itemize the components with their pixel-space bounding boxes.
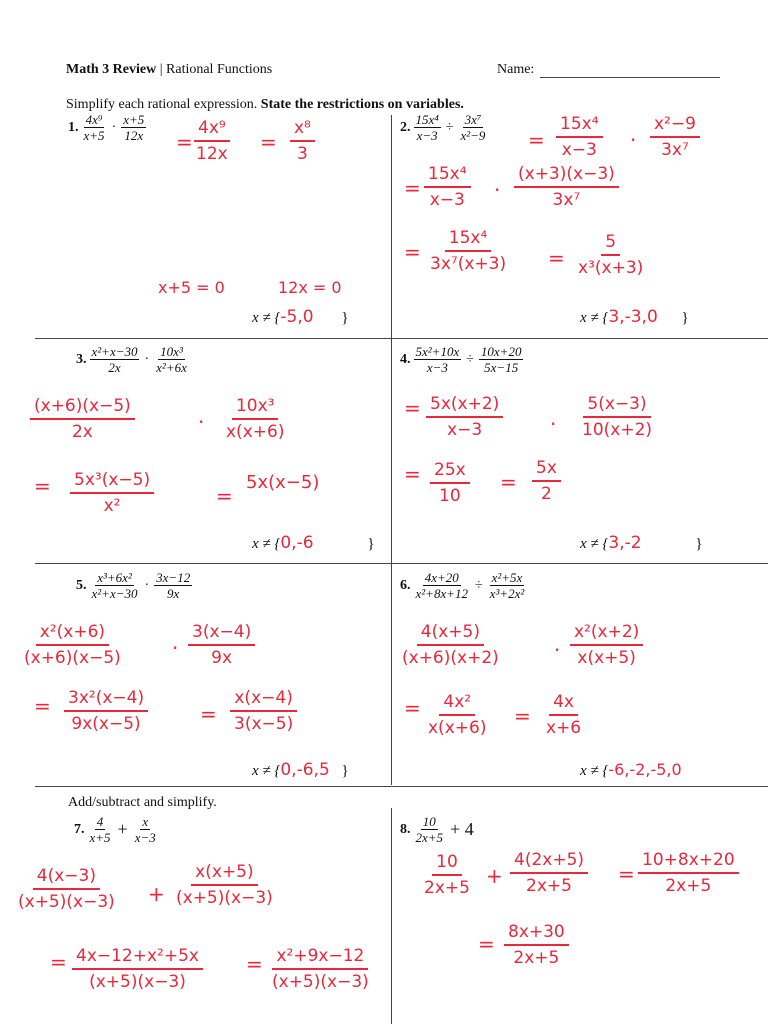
row-divider-3: [35, 786, 768, 787]
problem-7: 7. $\frac{4}{x+5}$ + $\frac{x}{x-3}$: [74, 814, 156, 845]
work-p8-frac-d: 8x+30 2x+5: [504, 922, 569, 968]
work-p4-frac-c: 25x 10: [430, 460, 470, 506]
work-p2-dot1: ·: [630, 128, 637, 152]
problem-6: 6. $\frac{4x+20}{\text{x²+8x+12}}$ ÷ $\frac{\text{x²+5x}}{\text{x³+2x²}}$: [400, 570, 525, 601]
work-p5-frac-d: x(x−4) 3(x−5): [230, 688, 297, 734]
fraction: $\frac{10x+20}{5x-15}$: [480, 344, 522, 375]
work-p7-frac-b: x(x+5) (x+5)(x−3): [176, 862, 273, 908]
work-p3-eq2: =: [216, 484, 233, 508]
work-p1-eq-a: x+5 = 0: [158, 278, 225, 297]
work-p3-eq1: =: [34, 474, 51, 498]
work-p2-eq1: =: [528, 128, 545, 152]
fraction: $\frac{4}{x+5}$: [89, 814, 111, 845]
work-p7-eq1: =: [50, 950, 67, 974]
instructions-add-subtract: Add/subtract and simplify.: [68, 795, 217, 810]
work-p6-eq1: =: [404, 696, 421, 720]
work-p7-eq2: =: [246, 952, 263, 976]
work-p5-eq2: =: [200, 702, 217, 726]
fraction: $\frac{\text{x²+x−30}}{2x}$: [91, 344, 138, 375]
fraction: $\frac{x+5}{12x}$: [123, 112, 145, 143]
problem-2: 2. $\frac{\text{15x⁴}}{x-3}$ ÷ $\frac{\text{3x⁷}}{\text{x²−9}}$: [400, 112, 486, 143]
fraction: $\frac{10}{2x+5}$: [415, 814, 444, 845]
work-p3-dot: ·: [198, 410, 205, 434]
work-p2-eq2: =: [404, 176, 421, 200]
restriction-2: x ≠ {3,-3,0 }: [580, 307, 689, 327]
restriction-6: x ≠ {-6,-2,-5,0: [580, 760, 682, 779]
work-p5-dot: ·: [172, 636, 179, 660]
work-p1-eq2: =: [260, 130, 277, 154]
work-p7-frac-d: x²+9x−12 (x+5)(x−3): [272, 946, 369, 992]
problem-8: 8. $\frac{10}{2x+5}$ + 4: [400, 814, 474, 845]
work-p5-eq1: =: [34, 694, 51, 718]
work-p2-frac-d: (x+3)(x−3) 3x⁷: [514, 164, 619, 210]
work-p2-eq4: =: [548, 246, 565, 270]
work-p7-frac-a: 4(x−3) (x+5)(x−3): [18, 866, 115, 912]
fraction: $\frac{4x+20}{\text{x²+8x+12}}$: [415, 570, 468, 601]
work-p2-frac-a: 15x⁴ x−3: [556, 114, 603, 160]
work-p8-frac-c: 10+8x+20 2x+5: [638, 850, 739, 896]
work-p3-frac-b: 10x³ x(x+6): [226, 396, 285, 442]
problem-1: 1. $\frac{\text{4x⁹}}{x+5}$ · $\frac{x+5}{12x}$: [68, 112, 145, 143]
work-p6-frac-d: 4x x+6: [546, 692, 582, 738]
work-p6-frac-c: 4x² x(x+6): [428, 692, 487, 738]
work-p1-eq-b: 12x = 0: [278, 278, 342, 297]
work-p2-frac-f: 5 x³(x+3): [578, 232, 644, 278]
work-p4-frac-b: 5(x−3) 10(x+2): [582, 394, 653, 440]
work-p4-dot: ·: [550, 412, 557, 436]
work-p5-frac-c: 3x²(x−4) 9x(x−5): [64, 688, 148, 734]
row-divider-2: [35, 563, 768, 564]
work-p8-plus: +: [486, 864, 503, 888]
work-p2-frac-c: 15x⁴ x−3: [424, 164, 471, 210]
work-p1-eq1: =: [176, 130, 193, 154]
work-p4-eq3: =: [500, 470, 517, 494]
problem-3: 3. $\frac{\text{x²+x−30}}{2x}$ · $\frac{\text{10x³}}{\text{x²+6x}}$: [76, 344, 187, 375]
fraction: $\frac{3x-12}{9x}$: [156, 570, 191, 601]
column-divider: [391, 115, 392, 785]
work-p4-eq1: =: [404, 396, 421, 420]
work-p7-plus: +: [148, 882, 165, 906]
row-divider-1: [35, 338, 768, 339]
problem-4: 4. $\frac{\text{5x²+10x}}{x-3}$ ÷ $\frac{10x+20}{5x-15}$: [400, 344, 522, 375]
fraction: $\frac{\text{3x⁷}}{\text{x²−9}}$: [460, 112, 486, 143]
column-divider-bottom: [391, 808, 392, 1024]
work-p2-frac-e: 15x⁴ 3x⁷(x+3): [430, 228, 507, 274]
work-p4-frac-a: 5x(x+2) x−3: [426, 394, 503, 440]
fraction: $\frac{\text{x²+5x}}{\text{x³+2x²}}$: [489, 570, 525, 601]
work-p2-eq3: =: [404, 240, 421, 264]
restriction-4: x ≠ {3,-2 }: [580, 533, 703, 553]
restriction-5: x ≠ {0,-6,5 }: [252, 760, 349, 780]
work-p4-eq2: =: [404, 462, 421, 486]
work-p8-eq2: =: [478, 932, 495, 956]
work-p2-frac-b: x²−9 3x⁷: [650, 114, 700, 160]
work-p3-frac-c: 5x³(x−5) x²: [70, 470, 154, 516]
fraction: $\frac{\text{x³+6x²}}{\text{x²+x−30}}$: [91, 570, 138, 601]
work-p7-frac-c: 4x−12+x²+5x (x+5)(x−3): [72, 946, 203, 992]
work-p5-frac-a: x²(x+6) (x+6)(x−5): [24, 622, 121, 668]
work-p2-dot2: ·: [494, 178, 501, 202]
work-p4-frac-d: 5x 2: [532, 458, 561, 504]
work-p8-eq1: =: [618, 862, 635, 886]
work-p6-dot: ·: [554, 638, 561, 662]
fraction: $\frac{\text{10x³}}{\text{x²+6x}}$: [156, 344, 187, 375]
fraction: $\frac{\text{4x⁹}}{x+5}$: [83, 112, 105, 143]
work-p6-frac-a: 4(x+5) (x+6)(x+2): [402, 622, 499, 668]
work-p1-frac-b: x⁸ 3: [290, 118, 315, 164]
fraction: $\frac{\text{5x²+10x}}{x-3}$: [415, 344, 460, 375]
restriction-3: x ≠ {0,-6 }: [252, 533, 375, 553]
work-p8-frac-b: 4(2x+5) 2x+5: [510, 850, 588, 896]
fraction: $\frac{\text{15x⁴}}{x-3}$: [415, 112, 439, 143]
work-p6-eq2: =: [514, 704, 531, 728]
work-p5-frac-b: 3(x−4) 9x: [188, 622, 255, 668]
problem-5: 5. $\frac{\text{x³+6x²}}{\text{x²+x−30}}$ · $\frac{3x-12}{9x}$: [76, 570, 191, 601]
work-p8-frac-a: 10 2x+5: [424, 852, 470, 898]
instructions: Simplify each rational expression. State the restrictions on variables.: [66, 97, 464, 112]
work-p1-frac-a: 4x⁹ 12x: [196, 118, 228, 164]
name-field-line[interactable]: [540, 77, 720, 78]
work-p6-frac-b: x²(x+2) x(x+5): [570, 622, 643, 668]
work-p3-result: 5x(x−5): [246, 472, 320, 493]
restriction-1: x ≠ {-5,0 }: [252, 307, 349, 327]
worksheet-title: Math 3 Review | Rational Functions: [66, 62, 273, 77]
work-p3-frac-a: (x+6)(x−5) 2x: [30, 396, 135, 442]
name-label: Name:: [497, 62, 535, 77]
fraction: $\frac{x}{x-3}$: [134, 814, 156, 845]
